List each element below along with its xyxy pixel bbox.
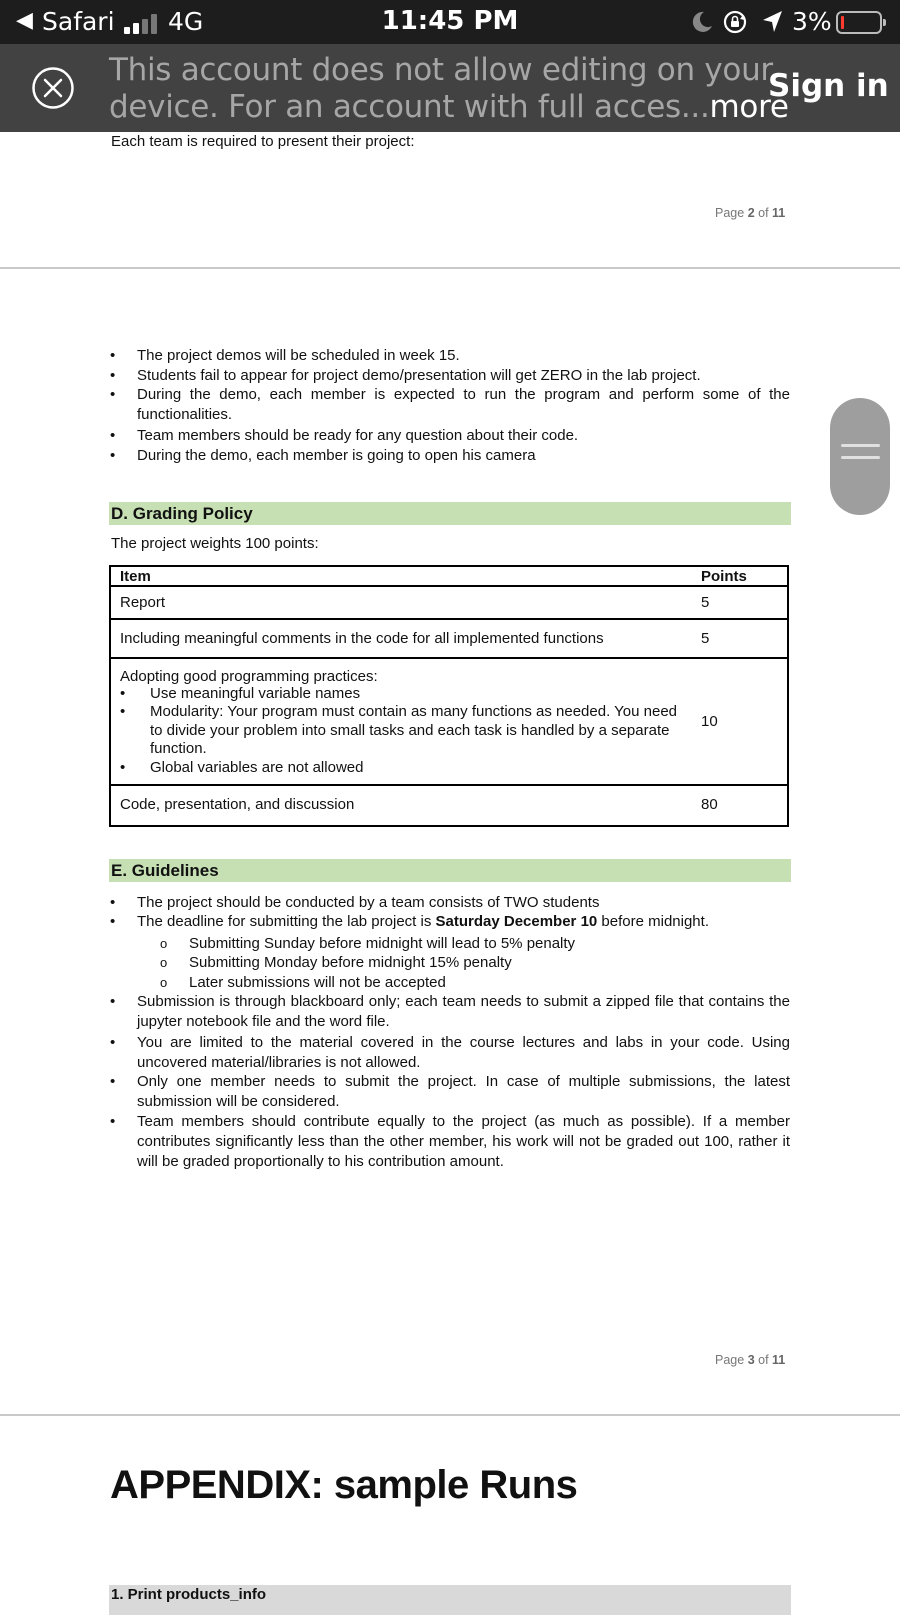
scroll-handle[interactable] xyxy=(830,398,890,515)
grading-policy-heading: D. Grading Policy xyxy=(109,502,791,525)
banner-message xyxy=(109,52,789,126)
grading-intro: The project weights 100 points: xyxy=(111,535,319,552)
page-current: 3 xyxy=(747,1353,755,1367)
list-item: • During the demo, each member is expected to run the program and perform some of the functionalities. xyxy=(110,386,790,423)
guidelines-heading: E. Guidelines xyxy=(109,859,791,882)
close-circle-icon[interactable] xyxy=(31,66,75,110)
network-type: 4G xyxy=(168,7,204,36)
battery-percent: 3% xyxy=(792,7,832,36)
location-icon xyxy=(760,9,784,35)
page-of: of xyxy=(758,1353,769,1367)
table-row: Adopting good programming practices: • Use meaningful variable names • Modularity: Your program must contain as many functions as needed. You need to divide your problem into small tasks and each task is handled by a separate function. • Global variables are not allowed 10 xyxy=(111,659,787,786)
back-to-app-label[interactable]: Safari xyxy=(42,7,115,36)
page-divider xyxy=(0,267,900,269)
table-row: Report 5 xyxy=(111,587,787,620)
table-row: Code, presentation, and discussion 80 xyxy=(120,796,718,813)
page-number-2 xyxy=(715,206,785,220)
page-current: 2 xyxy=(747,206,755,220)
page-total: 11 xyxy=(772,206,786,220)
table-header-row xyxy=(111,567,787,587)
appendix-title: APPENDIX: sample Runs xyxy=(110,1463,578,1507)
document-viewer[interactable]: Each team is required to present their project: Page 2 of 11 • The project demos will be scheduled in week 15. • Students fail to appear for project demo/presentation will get ZERO in the lab project. • During the demo, each member is expected to run the program and perform some of the functionalities. • Team members should be ready for any question about their code. • During the demo, each member is going to open his camera D. Grading Policy The project weights 100 points: Item Points Report 5 Including meaningful comments in the code for all implemented functions 5 Adopting good programming practices: • Use meaningful variable names • Modularity: Your program must contain as many functions as needed. You need to divide your problem into small tasks and each task is handled by a separate function. • Global variables are not allowed 10 Code, presentation, and discussion 80 E. Guidelines • The project should be conducted by a team consists of TWO students • The deadline for submitting the lab project is Saturday December 10 before midnight. o Submitting Sunday before midnight will lead to 5% penalty o Submitting Monday before midnight 15% penalty o Later submissions will not be accepted • Submission is through blackboard only; each team needs to submit a zipped file that contains the jupyter notebook file and the word file. • You are limited to the material covered in the course lectures and labs in your code. Using uncovered material/libraries is not allowed. • Only one member needs to submit the project. In case of multiple submissions, the latest submission will be considered. • Team members should contribute equally to the project (as much as possible). If a member contributes significantly less than the other member, his work will not be graded out 100, rather it will be graded proportionally to his contribution amount. Page 3 of 11 APPENDIX: sample Runs 1. Print products_info xyxy=(0,132,900,1600)
page-divider xyxy=(0,1414,900,1416)
page-label: Page xyxy=(715,206,745,220)
status-bar xyxy=(0,0,900,44)
back-arrow-icon[interactable]: ◀ xyxy=(16,8,33,33)
banner-message-line2: device. For an account with full acces... xyxy=(109,89,710,125)
page2-last-line: Each team is required to present their project: xyxy=(111,133,415,150)
page-of: of xyxy=(758,206,769,220)
rotation-lock-icon xyxy=(722,9,748,35)
page-number-3 xyxy=(715,1353,785,1367)
page-label: Page xyxy=(715,1353,745,1367)
appendix-section-heading: 1. Print products_info xyxy=(109,1585,791,1615)
page-total: 11 xyxy=(772,1353,786,1367)
column-header-points: Points xyxy=(701,568,747,585)
table-row: Including meaningful comments in the code for all implemented functions 5 xyxy=(111,620,787,659)
moon-icon xyxy=(690,10,714,34)
sign-in-button[interactable]: Sign in xyxy=(768,68,889,104)
clock: 11:45 PM xyxy=(381,6,519,36)
more-link[interactable]: more xyxy=(709,89,789,125)
column-header-item: Item xyxy=(120,568,151,585)
battery-icon xyxy=(836,11,882,34)
grading-table xyxy=(109,565,789,827)
banner-message-line1: This account does not allow editing on your xyxy=(109,52,773,88)
